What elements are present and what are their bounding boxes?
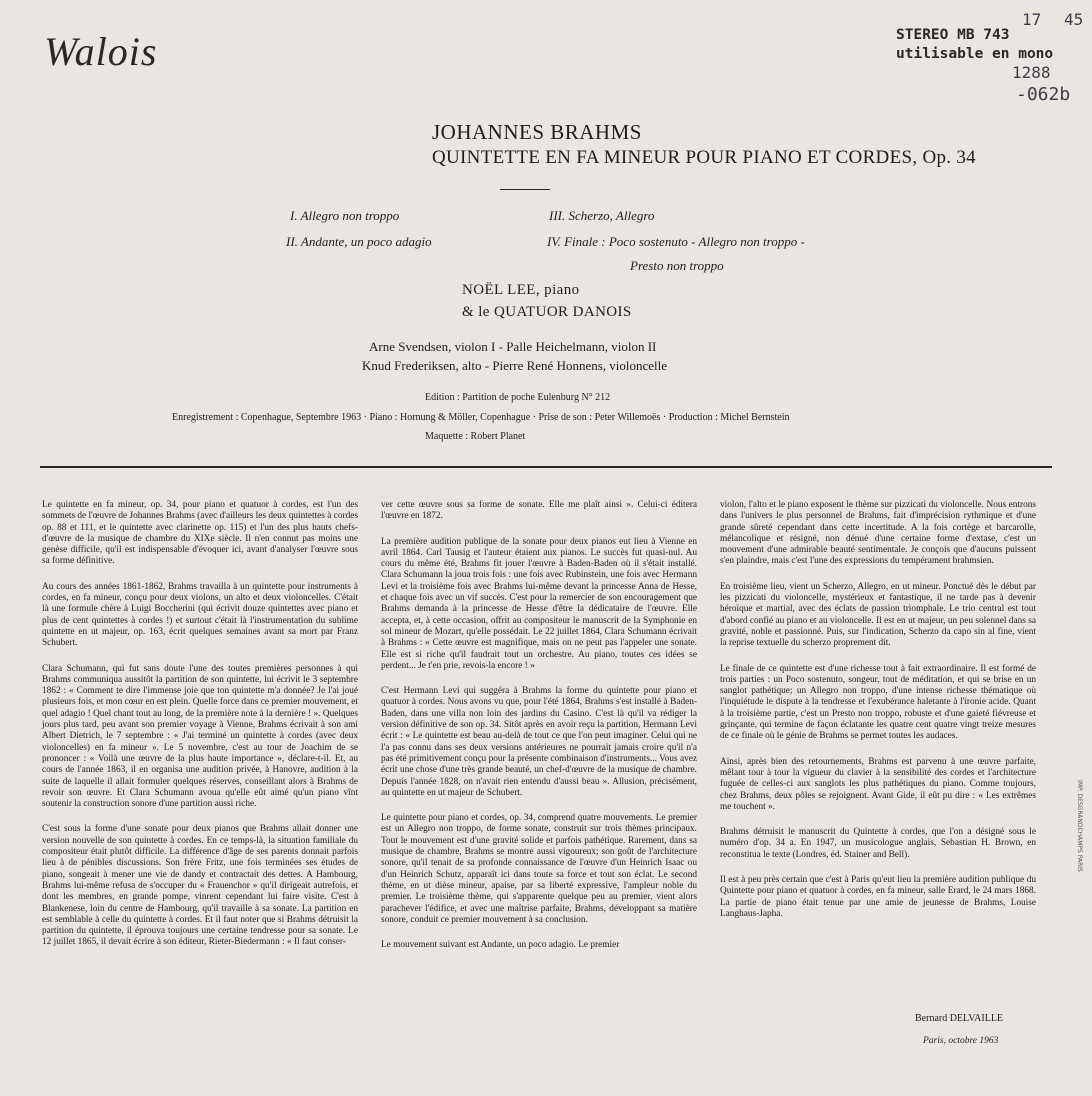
edition-credit: Edition : Partition de poche Eulenburg N° 212	[425, 392, 611, 403]
paragraph: Il est à peu près certain que c'est à Paris qu'eut lieu la première audition publique du Quintette pour piano et quatuor à cordes, en fa mineur, salle Erard, le 24 mars 1868. La partie de piano était tenue par une amie de jeunesse de Brahms, Louise Langhaus-Japha.	[720, 875, 1036, 919]
notes-column-2	[381, 500, 697, 951]
movement-4-continued: Presto non troppo	[630, 258, 724, 273]
handwritten-note: 17	[1022, 10, 1042, 29]
section-divider	[40, 466, 1052, 468]
paragraph: La première audition publique de la sonate pour deux pianos eut lieu à Vienne en avril 1864. Carl Tausig et l'auteur étaient aux pianos. Le succès fut quasi-nul. Au cours du même été, Brahms fit jouer l'œuvre à Baden-Baden où il s'était installé. Clara Schumann la joua trois fois : une fois avec Rubinstein, une fois avec Hermann Levi et la troisième fois avec Brahms lui-même devant la princesse Anna de Hesse, et chaque fois avec un vif succès. C'est pour la remercier de son encouragement que Brahms demanda à la princesse de Hesse d'être la dédicataire de l'œuvre. Elle accepta, et, à cette occasion, offrit au compositeur le manuscrit de la Symphonie en sol mineur de Mozart, qu'elle possédait. Le 22 juillet 1864, Clara Schumann écrivait à Brahms : « Cette œuvre est magnifique, mais on ne peut pas l'appeler une sonate. Elle est si riche qu'il faudrait tout un orchestre. Au piano, toutes ces idées se perdent... Je t'en prie, revois-la encore ! »	[381, 536, 697, 671]
label-logo: Walois	[44, 29, 158, 74]
paragraph: Le quintette en fa mineur, op. 34, pour piano et quatuor à cordes, est l'un des sommets de l'œuvre de Johannes Brahms (avec d'ailleurs les deux quintettes à cordes op. 88 et 111, et le quintette avec clarinette op. 115) et l'un des plus hauts chefs-d'œuvre de la musique de chambre du XIXe siècle. Il n'en connut pas moins une genèse difficile, qu'il est indispensable d'évoquer ici, avant d'analyser l'œuvre sous sa forme définitive.	[42, 500, 358, 567]
movement-3: III. Scherzo, Allegro	[549, 208, 655, 223]
paragraph: Ainsi, après bien des retournements, Brahms est parvenu à une œuvre parfaite, mêlant tour à tour la vigueur du clavier à la sensibilité des cordes et l'architecture fuguée de celles-ci aux sanglots les plus pathétiques du piano. Comme toujours, chez Brahms, deux pôles se rejoignent. Avant Gide, il eût pu dire : « Les extrêmes me touchent ».	[720, 756, 1036, 812]
paragraph: Le finale de ce quintette est d'une richesse tout à fait extraordinaire. Il est formé de trois parties : un Poco sostenuto, songeur, tout de méditation, et qui se brise en un sanglot pathétique; un Allegro non troppo, d'une intense richesse thématique où l'inquiétude le dispute à la tendresse et l'exubérance haletante à l'ironie acide. Quant à la troisième partie, c'est un Presto non troppo, robuste et d'une gaieté fiévreuse et grinçante, qui termine de façon éclatante les quatre cent quatre vingt treize mesures de ce finale où le génie de Brahms se permet toutes les audaces.	[720, 663, 1036, 742]
handwritten-note: 1288	[1012, 63, 1051, 82]
work-title: QUINTETTE EN FA MINEUR POUR PIANO ET CORDES, Op. 34	[432, 147, 976, 168]
pianist: NOËL LEE, piano	[462, 282, 580, 298]
movement-2: II. Andante, un poco adagio	[286, 234, 432, 249]
author-signature: Bernard DELVAILLE	[915, 1013, 1004, 1024]
paragraph: ver cette œuvre sous sa forme de sonate. Elle me plaît ainsi ». Celui-ci éditera l'œuvre en 1872.	[381, 500, 697, 522]
paragraph: Le mouvement suivant est Andante, un poco adagio. Le premier	[381, 940, 620, 951]
movement-1: I. Allegro non troppo	[290, 208, 400, 223]
musicians-line-1: Arne Svendsen, violon I - Palle Heichelmann, violon II	[369, 339, 657, 354]
mono-note: utilisable en mono	[896, 46, 1054, 62]
paragraph: En troisième lieu, vient un Scherzo, Allegro, en ut mineur. Ponctué dès le début par les pizzicati du violoncelle, mystérieux et fantastique, il ne tarde pas à devenir héroïque et martial, avec des éclats de passion triomphale. Le trio central est tout d'abord confié au piano et au violoncelle. Il est en ut majeur, un peu solennel dans sa gravité, noble et passionné. Puis, sur l'indication, Scherzo da capo sin al fine, vient la reprise textuelle du scherzo proprement dit.	[720, 581, 1036, 649]
paragraph: Au cours des années 1861-1862, Brahms travailla à un quintette pour instruments à cordes, en fa mineur, conçu pour deux violons, un alto et deux violoncelles. C'était là une formule chère à Luigi Boccherini (qui écrivit douze quintettes avec piano et plus de cent quintettes à cordes !) et surtout c'était là l'instrumentation du sublime quintette en ut majeur, op. 163, écrit quelques semaines avant sa mort par Franz Schubert.	[42, 581, 358, 649]
signature-date: Paris, octobre 1963	[923, 1036, 999, 1046]
movement-4: IV. Finale : Poco sostenuto - Allegro non troppo -	[547, 234, 805, 249]
paragraph: C'est Hermann Levi qui suggéra à Brahms la forme du quintette pour piano et quatuor à cordes. Nous avons vu que, pour l'été 1864, Brahms s'est installé à Baden-Baden, dans une villa non loin des jardins du Casino. C'est là qu'il va rédiger la version définitive de son op. 34. Sitôt après en avoir reçu la partition, Hermann Levi écrit : « Le quintette est beau au-delà de tout ce que l'on peut imaginer. Celui qui ne l'a pas connu dans ses deux versions antérieures ne pourrait jamais croire qu'il n'a pas été primitivement conçu pour la présente combinaison d'instruments... Vous avez écrit une chose d'une très grande beauté, un chef-d'œuvre de la musique de chambre. Depuis l'année 1828, on n'avait rien entendu d'aussi beau ». Allusion, précisément, au quintette en ut majeur de Schubert.	[381, 686, 697, 798]
catalog-reference	[896, 26, 1053, 64]
handwritten-note: 45	[1064, 10, 1084, 29]
recording-credit: Enregistrement : Copenhague, Septembre 1963 · Piano : Hornung & Möller, Copenhague · Prise de son : Peter Willemoës · Production : Michel Bernstein	[172, 412, 790, 423]
composer-name: JOHANNES BRAHMS	[432, 120, 642, 144]
layout-credit: Maquette : Robert Planet	[425, 431, 526, 442]
catalog-number: STEREO MB 743	[896, 27, 1010, 43]
printer-credit: IMP. DESGRANDCHAMPS PARIS	[1076, 780, 1083, 872]
notes-column-3	[720, 500, 1036, 920]
notes-column-1	[42, 500, 358, 949]
paragraph: Brahms détruisit le manuscrit du Quintette à cordes, que l'on a désigné sous le numéro d'op. 34 a. En 1947, un musicologue anglais, Sebastian H. Brown, en reconstitua le texte (Londres, éd. Stainer and Bell).	[720, 827, 1036, 860]
handwritten-note: -062b	[1016, 84, 1071, 105]
paragraph: Clara Schumann, qui fut sans doute l'une des toutes premières personnes à qui Brahms communiqua aussitôt la partition de son quintette, lui écrivit le 3 septembre 1862 : « Comment te dire l'immense joie que ton quintette m'a donnée? Je l'ai joué plusieurs fois, et mon cœur en est plein. Quelle force dans ce premier mouvement, et quel adagio ! Quel chant tout au long, de la première note à la dernière ! ». Quelques jours plus tard, peu avant son premier voyage à Vienne, Brahms écrivait à son ami Albert Dietrich, le 7 septembre : « J'ai terminé un quintette à cordes (avec deux violoncelles) en fa mineur ». Le 5 novembre, c'est au tour de Joachim de se prononcer : « Voilà une œuvre de la plus haute importance », déclare-t-il. Et, au cours de l'année 1863, il en organisa une audition privée, à Hanovre, audition à la suite de laquelle il allait formuler quelques réserves, conseillant alors à Brahms de revoir son œuvre. Et Clara Schumann avoua qu'elle eût aimé qu'un piano vînt soutenir la construction sonore d'une partition aussi riche.	[42, 663, 358, 810]
paragraph: Le quintette pour piano et cordes, op. 34, comprend quatre mouvements. Le premier est un Allegro non troppo, de forme sonate, construit sur trois thèmes principaux. Tout le mouvement est d'une gravité solide et parfois pathétique. Rarement, dans sa musique de chambre, Brahms se montre aussi vigoureux; son goût de l'architecture sonore, qu'il tenait de sa profonde connaissance de l'œuvre d'un Heinrich Isaac ou d'un Heinrich Schutz, apparaît ici dans toute sa force et tout son éclat. Le second thème, en ut dièse mineur, apaise, par sa liberté expressive, l'ampleur noble du premier. Le troisième thème, qui s'apparente quelque peu au premier, vient alors parachever l'édifice, et avec une maîtrise parfaite, Brahms, développant sa matière sonore, conduit ce premier mouvement à sa conclusion.	[381, 813, 697, 925]
paragraph: violon, l'alto et le piano exposent le thème sur pizzicati du violoncelle. Nous entrons dans l'univers le plus personnel de Brahms, fait d'imprécision rythmique et d'une grande sûreté cependant dans cette incertitude. A la fois cortège et barcarolle, mélancolique et résigné, non dénué d'une certaine forme d'extase, c'est un mouvement d'une admirable beauté sentimentale. Je conçois que d'aucuns puissent s'en plaindre, mais c'est l'une des expressions du tempérament brahmsien.	[720, 500, 1036, 567]
divider	[500, 189, 550, 190]
musicians-line-2: Knud Frederiksen, alto - Pierre René Honnens, violoncelle	[362, 358, 668, 373]
ensemble: & le QUATUOR DANOIS	[462, 304, 632, 320]
paragraph: C'est sous la forme d'une sonate pour deux pianos que Brahms allait donner une version nouvelle de son quintette à cordes. En ce temps-là, la situation familiale du compositeur était plutôt difficile. La différence d'âge de ses parents donnait parfois lieu à de pénibles discussions. Son frère Fritz, une fois terminées ses études de piano, songeait à mener une vie de dandy et contractait des dettes. A Hambourg, Brahms lui-même refusa de s'occuper du « Frauenchor » qu'il dirigeait autrefois, et dont les membres, en grande pompe, vinrent cependant lui faire visite. C'est à Blankenese, loin du centre de Hambourg, qu'il travaille à sa sonate. La partition en est semblable à celle du quintette à cordes. Et il faut noter que si Brahms détruisit la partition du quintette, il éprouva toujours une certaine tendresse pour sa sonate. Le 12 juillet 1865, il devait écrire à son éditeur, Rieter-Biedermann : « Il faut conser-	[42, 824, 358, 948]
